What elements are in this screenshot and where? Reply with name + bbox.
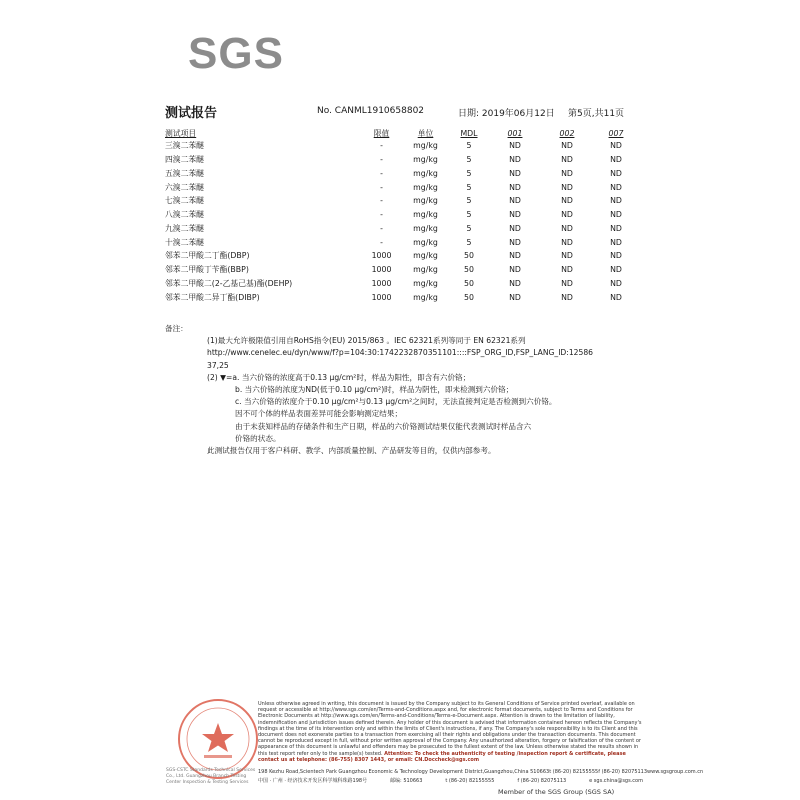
table-cell: 50	[464, 278, 474, 288]
note-2c: c. 当六价铬的浓度介于0.10 μg/cm²与0.13 μg/cm²之间时，无法直接判定是否检测到六价铬。	[235, 397, 557, 407]
sgs-logo: SGS	[188, 29, 284, 78]
table-cell: ND	[561, 155, 573, 165]
table-row	[165, 139, 638, 153]
table-cell: -	[380, 237, 383, 247]
table-cell: 5	[466, 223, 472, 233]
table-cell: ND	[610, 168, 622, 178]
table-row	[165, 249, 638, 263]
table-cell: 十溴二苯醚	[165, 237, 204, 247]
table-cell: ND	[509, 265, 521, 275]
table-cell: mg/kg	[413, 292, 438, 302]
col-sample-001: 001	[507, 128, 523, 138]
note-1b: http://www.cenelec.eu/dyn/www/f?p=104:30:1742232870351101::::FSP_ORG_ID,FSP_LANG_ID:12586	[207, 348, 593, 358]
table-cell: ND	[509, 182, 521, 192]
table-cell: ND	[561, 278, 573, 288]
notes-section	[165, 323, 605, 457]
table-cell: -	[380, 168, 383, 178]
note-2f: 价铬的状态。	[235, 433, 281, 443]
table-cell: -	[380, 210, 383, 220]
table-row	[165, 277, 638, 291]
website-en: www.sgsgroup.com.cn	[647, 769, 704, 775]
table-cell: mg/kg	[413, 278, 438, 288]
page-indicator: 第5页,共11页	[568, 109, 625, 119]
table-cell: 四溴二苯醚	[165, 155, 204, 165]
table-cell: ND	[509, 292, 521, 302]
table-cell: 50	[464, 265, 474, 275]
table-cell: ND	[610, 196, 622, 206]
table-row	[165, 235, 638, 249]
address-en: 198 Kezhu Road,Scientech Park Guangzhou Economic & Technology Development District,Guangzhou,China 510663	[258, 769, 550, 775]
table-cell: 5	[466, 155, 472, 165]
table-row	[165, 263, 638, 277]
table-row	[165, 194, 638, 208]
table-cell: ND	[610, 223, 622, 233]
table-cell: mg/kg	[413, 237, 438, 247]
fax-en: f (86-20) 82075113	[598, 769, 648, 775]
table-cell: 邻苯二甲酸丁苄酯(BBP)	[165, 265, 249, 275]
table-body	[165, 139, 638, 304]
sgs-group-member: Member of the SGS Group (SGS SA)	[498, 788, 615, 796]
table-cell: ND	[561, 265, 573, 275]
table-cell: ND	[610, 141, 622, 151]
table-cell: -	[380, 141, 383, 151]
table-cell: ND	[509, 168, 521, 178]
table-cell: 五溴二苯醚	[165, 168, 204, 178]
phone-cn: t (86-20) 82155555	[445, 777, 495, 784]
fax-cn: f (86-20) 82075113	[517, 777, 567, 784]
table-cell: mg/kg	[413, 141, 438, 151]
table-cell: ND	[509, 141, 521, 151]
table-cell: -	[380, 182, 383, 192]
table-cell: ND	[561, 168, 573, 178]
table-cell: -	[380, 155, 383, 165]
table-cell: ND	[509, 223, 521, 233]
table-cell: 5	[466, 237, 472, 247]
table-cell: 5	[466, 182, 472, 192]
note-1c: 37,25	[207, 360, 229, 370]
table-cell: 1000	[371, 278, 392, 288]
table-cell: ND	[509, 251, 521, 261]
phone-en: t (86-20) 82155555	[549, 769, 599, 775]
authenticity-notice: Attention: To check the authenticity of testing /inspection report & certificate, please contact us at telephone: (86-755) 8307 1443, or email: CN.Doccheck@sgs.com	[258, 750, 626, 763]
email-cn: e sgs.china@sgs.com	[589, 777, 643, 784]
notes-heading: 备注：	[165, 324, 188, 333]
report-number: No. CANML1910658802	[317, 106, 425, 116]
table-cell: 三溴二苯醚	[165, 141, 204, 151]
table-cell: mg/kg	[413, 182, 438, 192]
col-test-item: 测试项目	[165, 128, 197, 138]
contact-row-en	[258, 768, 704, 777]
table-cell: ND	[509, 210, 521, 220]
table-cell: mg/kg	[413, 223, 438, 233]
table-cell: 六溴二苯醚	[165, 182, 204, 192]
table-cell: mg/kg	[413, 168, 438, 178]
table-header-row	[165, 127, 638, 139]
table-row	[165, 208, 638, 222]
table-cell: ND	[610, 155, 622, 165]
table-row	[165, 167, 638, 181]
table-cell: 5	[466, 196, 472, 206]
page-title: 测试报告	[165, 106, 218, 121]
note-2e: 由于未获知样品的存储条件和生产日期，样品的六价铬测试结果仅能代表测试时样品含六	[235, 421, 532, 431]
table-row	[165, 153, 638, 167]
table-cell: ND	[561, 237, 573, 247]
table-cell: 1000	[371, 292, 392, 302]
table-cell: 50	[464, 251, 474, 261]
table-cell: 邻苯二甲酸二(2-乙基己基)酯(DEHP)	[165, 278, 293, 288]
table-cell: 邻苯二甲酸二异丁酯(DIBP)	[165, 292, 260, 302]
table-cell: 七溴二苯醚	[165, 196, 204, 206]
table-cell: ND	[561, 210, 573, 220]
footer-disclaimer	[258, 701, 643, 763]
table-row	[165, 180, 638, 194]
table-cell: mg/kg	[413, 251, 438, 261]
table-cell: 1000	[371, 265, 392, 275]
seal-caption: SGS-CSTC Standards Technical Services Co., Ltd. Guangzhou Branch Testing Center Inspection & Testing Services	[166, 768, 256, 785]
address-cn: 中国 · 广州 · 经济技术开发区科学城科珠路198号	[258, 777, 368, 784]
note-1a: (1)最大允许极限值引用自RoHS指令(EU) 2015/863 。IEC 62321系列等同于 EN 62321系列	[207, 336, 526, 346]
table-cell: ND	[610, 278, 622, 288]
table-cell: ND	[561, 223, 573, 233]
footer-contact	[258, 768, 704, 785]
table-cell: ND	[610, 292, 622, 302]
table-cell: 邻苯二甲酸二丁酯(DBP)	[165, 251, 250, 261]
table-cell: ND	[610, 237, 622, 247]
table-cell: 50	[464, 292, 474, 302]
note-3: 此测试报告仅用于客户科研、教学、内部质量控制、产品研发等目的，仅供内部参考。	[207, 446, 496, 456]
disclaimer-text: Unless otherwise agreed in writing, this document is issued by the Company subject to its General Conditions of Service printed overleaf, available on request or accessible at http://www.sgs.com/en/Terms-and-Conditions.aspx and, for electronic format documents, subject to Terms and Conditions for Electronic Documents at http://www.sgs.com/en/Terms-and-Conditions/Terms-e-Document.aspx. Attention is drawn to the limitation of liability, indemnification and jurisdiction issues defined therein. Any holder of this document is advised that information contained hereon reflects the Company's findings at the time of its intervention only and within the limits of Client's instructions, if any. The Company's sole responsibility is to its Client and this document does not exonerate parties to a transaction from exercising all their rights and obligations under the transaction documents. This document cannot be reproduced except in full, without prior written approval of the Company. Any unauthorized alteration, forgery or falsification of the content or appearance of this document is unlawful and offenders may be prosecuted to the fullest extent of the law. Unless otherwise stated the results shown in this test report refer only to the sample(s) tested.	[258, 701, 642, 757]
table-cell: ND	[610, 251, 622, 261]
table-row	[165, 222, 638, 236]
table-cell: ND	[561, 141, 573, 151]
table-cell: 5	[466, 168, 472, 178]
contact-row-cn	[258, 777, 643, 786]
col-mdl: MDL	[460, 128, 478, 138]
table-cell: ND	[561, 196, 573, 206]
results-table	[165, 127, 638, 304]
zip-cn: 邮编: 510663	[390, 777, 423, 784]
col-limit: 限值	[373, 128, 390, 138]
table-cell: -	[380, 223, 383, 233]
table-cell: ND	[610, 182, 622, 192]
table-cell: ND	[509, 155, 521, 165]
table-cell: mg/kg	[413, 210, 438, 220]
table-cell: 5	[466, 210, 472, 220]
table-cell: mg/kg	[413, 196, 438, 206]
note-2b: b. 当六价铬的浓度为ND(低于0.10 μg/cm²)时，样品为阴性，即未检测到六价铬；	[235, 385, 514, 395]
table-cell: 八溴二苯醚	[165, 210, 204, 220]
table-cell: 1000	[371, 251, 392, 261]
table-cell: -	[380, 196, 383, 206]
col-sample-002: 002	[559, 128, 575, 138]
table-cell: ND	[610, 265, 622, 275]
table-cell: mg/kg	[413, 155, 438, 165]
table-cell: ND	[610, 210, 622, 220]
table-cell: ND	[561, 251, 573, 261]
table-cell: 九溴二苯醚	[165, 223, 204, 233]
table-cell: ND	[509, 278, 521, 288]
table-cell: 5	[466, 141, 472, 151]
report-date: 日期: 2019年06月12日	[458, 109, 555, 119]
col-unit: 单位	[417, 128, 434, 138]
table-cell: ND	[509, 237, 521, 247]
table-cell: mg/kg	[413, 265, 438, 275]
table-cell: ND	[509, 196, 521, 206]
table-cell: ND	[561, 292, 573, 302]
note-2d: 因不可个体的样品表面差异可能会影响测定结果；	[235, 409, 403, 419]
table-cell: ND	[561, 182, 573, 192]
note-2a: (2) ▼=a. 当六价铬的浓度高于0.13 μg/cm²时，样品为阳性，即含有六价铬；	[207, 372, 471, 382]
col-sample-007: 007	[608, 128, 624, 138]
table-row	[165, 290, 638, 304]
